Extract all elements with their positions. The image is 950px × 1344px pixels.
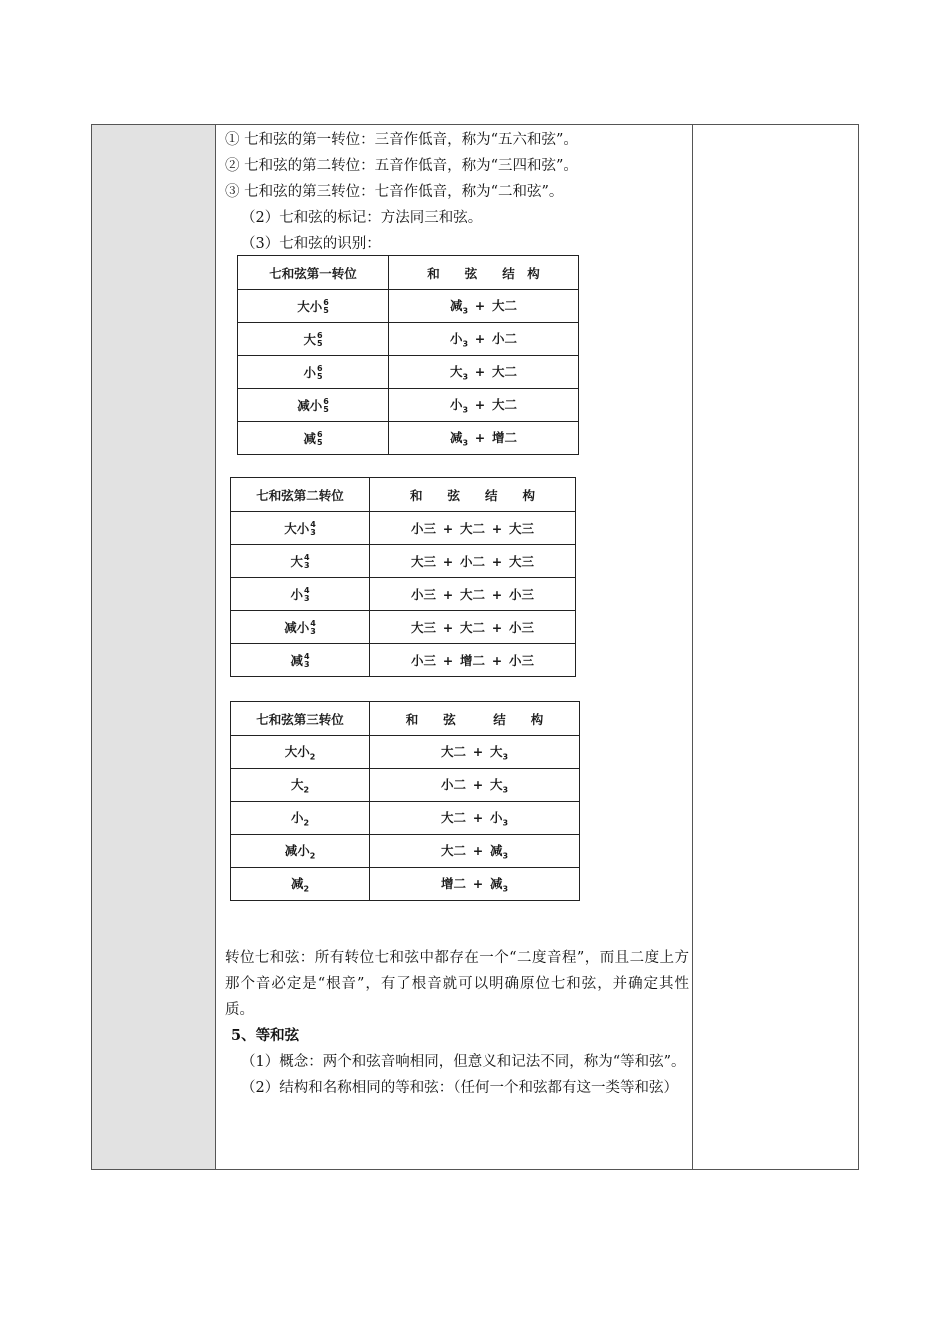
interval: 小三 — [410, 587, 436, 602]
chord-name: 减 — [290, 876, 304, 892]
figured-bass: 6 5 — [323, 298, 329, 316]
interval: 小二 — [440, 777, 466, 793]
interval: 大 — [489, 777, 503, 793]
table-row: 小 4 3 小三 + 大二 + 小三 — [231, 578, 576, 611]
interval: 减 — [449, 430, 463, 446]
interval: 减 — [489, 876, 503, 892]
table-header: 七和弦第三转位 — [231, 702, 370, 736]
table-header: 七和弦第二转位 — [231, 478, 370, 512]
interval: 大三 — [509, 554, 535, 569]
line-third-inversion: ③ 七和弦的第三转位：七音作低音，称为“二和弦”。 — [225, 184, 564, 200]
interval: 大二 — [459, 620, 485, 635]
chord-name: 大小 — [284, 744, 310, 760]
inversion-paragraph: 转位七和弦：所有转位七和弦中都存在一个“二度音程”，而且二度上方那个音必定是“根音”，有了根音就可以明确原位七和弦，并确定其性质。 — [225, 950, 689, 1018]
interval: 小二 — [459, 554, 485, 569]
chord-name: 大 — [303, 331, 316, 347]
chord-name: 小 — [303, 364, 316, 380]
figured-bass: 4 3 — [303, 652, 310, 670]
table-row: 减$_2$ 增二 + 减$_3$ — [231, 868, 580, 901]
lesson-table — [91, 124, 859, 1170]
section-title: 5、等和弦 — [231, 1027, 300, 1044]
table-row: 减小 6 5 小$_3$ + 大二 — [238, 389, 579, 422]
table-row: 大小$_2$ 大二 + 大$_3$ — [231, 736, 580, 769]
interval: 小 — [449, 331, 463, 347]
second-inversion-table — [230, 477, 576, 677]
interval: 小三 — [410, 653, 436, 668]
concept-paragraph: （1）概念：两个和弦音响相同，但意义和记法不同，称为“等和弦”。 — [241, 1054, 686, 1070]
third-inversion-table — [230, 701, 580, 901]
interval: 大二 — [492, 298, 518, 314]
figured-bass: 4 3 — [303, 553, 310, 571]
content-lower — [225, 945, 689, 1101]
figured-bass: 6 5 — [316, 430, 323, 448]
first-inversion-table — [237, 255, 579, 455]
chord-name: 小 — [290, 586, 303, 602]
interval: 大三 — [509, 521, 535, 536]
figured-bass: 4 3 — [310, 619, 316, 637]
interval: 大 — [489, 744, 503, 760]
chord-name: 大 — [290, 777, 304, 793]
interval: 大二 — [440, 843, 466, 859]
figured-bass: 4 3 — [310, 520, 316, 538]
interval: 大二 — [440, 810, 466, 826]
table-header: 和 弦 结 构 — [370, 478, 576, 512]
interval: 小三 — [509, 587, 535, 602]
interval: 小三 — [509, 620, 535, 635]
chord-name: 大 — [290, 553, 303, 569]
table-row: 大小 6 5 减$_3$ + 大二 — [238, 290, 579, 323]
interval: 减 — [449, 298, 463, 314]
table-row: 大 6 5 小$_3$ + 小二 — [238, 323, 579, 356]
chord-name: 大小 — [297, 298, 323, 314]
table-row: 小 6 5 大$_3$ + 大二 — [238, 356, 579, 389]
figured-bass: 6 5 — [316, 331, 323, 349]
interval: 减 — [489, 843, 503, 859]
table-row: 大 4 3 大三 + 小二 + 大三 — [231, 545, 576, 578]
interval: 大 — [449, 364, 463, 380]
table-row: 小$_2$ 大二 + 小$_3$ — [231, 802, 580, 835]
interval: 增二 — [440, 876, 466, 892]
table-header: 和 弦 结 构 — [389, 256, 579, 290]
interval: 增二 — [459, 653, 485, 668]
interval: 大二 — [459, 587, 485, 602]
figured-bass: 6 5 — [316, 364, 323, 382]
interval: 大二 — [440, 744, 466, 760]
chord-name: 减 — [303, 430, 316, 446]
chord-name: 减小 — [284, 843, 310, 859]
line-notation: （2）七和弦的标记：方法同三和弦。 — [241, 210, 483, 226]
interval: 大二 — [492, 397, 518, 413]
table-row: 大$_2$ 小二 + 大$_3$ — [231, 769, 580, 802]
interval: 小三 — [410, 521, 436, 536]
interval: 小三 — [509, 653, 535, 668]
table-row: 减 4 3 小三 + 增二 + 小三 — [231, 644, 576, 677]
table-row: 减小 4 3 大三 + 大二 + 小三 — [231, 611, 576, 644]
same-structure-paragraph: （2）结构和名称相同的等和弦：（任何一个和弦都有这一类等和弦） — [241, 1080, 678, 1096]
chord-name: 减小 — [297, 397, 323, 413]
left-column — [92, 125, 216, 1169]
interval: 大三 — [410, 620, 436, 635]
interval: 大二 — [459, 521, 485, 536]
interval: 小 — [449, 397, 463, 413]
interval: 小二 — [492, 331, 518, 347]
right-column — [692, 125, 858, 1169]
table-header: 和 弦 结 构 — [370, 702, 580, 736]
chord-name: 小 — [290, 810, 304, 826]
line-identification: （3）七和弦的识别： — [241, 236, 381, 252]
interval: 小 — [489, 810, 503, 826]
chord-name: 减小 — [284, 619, 310, 635]
interval: 大二 — [492, 364, 518, 380]
content-cell — [225, 127, 689, 257]
figured-bass: 4 3 — [303, 586, 310, 604]
interval: 增二 — [492, 430, 518, 446]
line-first-inversion: ① 七和弦的第一转位：三音作低音，称为“五六和弦”。 — [225, 132, 578, 148]
table-header: 七和弦第一转位 — [238, 256, 389, 290]
table-row: 大小 4 3 小三 + 大二 + 大三 — [231, 512, 576, 545]
table-row: 减小$_2$ 大二 + 减$_3$ — [231, 835, 580, 868]
line-second-inversion: ② 七和弦的第二转位：五音作低音，称为“三四和弦”。 — [225, 158, 578, 174]
figured-bass: 6 5 — [323, 397, 329, 415]
table-row: 减 6 5 减$_3$ + 增二 — [238, 422, 579, 455]
interval: 大三 — [410, 554, 436, 569]
chord-name: 减 — [290, 652, 303, 668]
chord-name: 大小 — [284, 520, 310, 536]
